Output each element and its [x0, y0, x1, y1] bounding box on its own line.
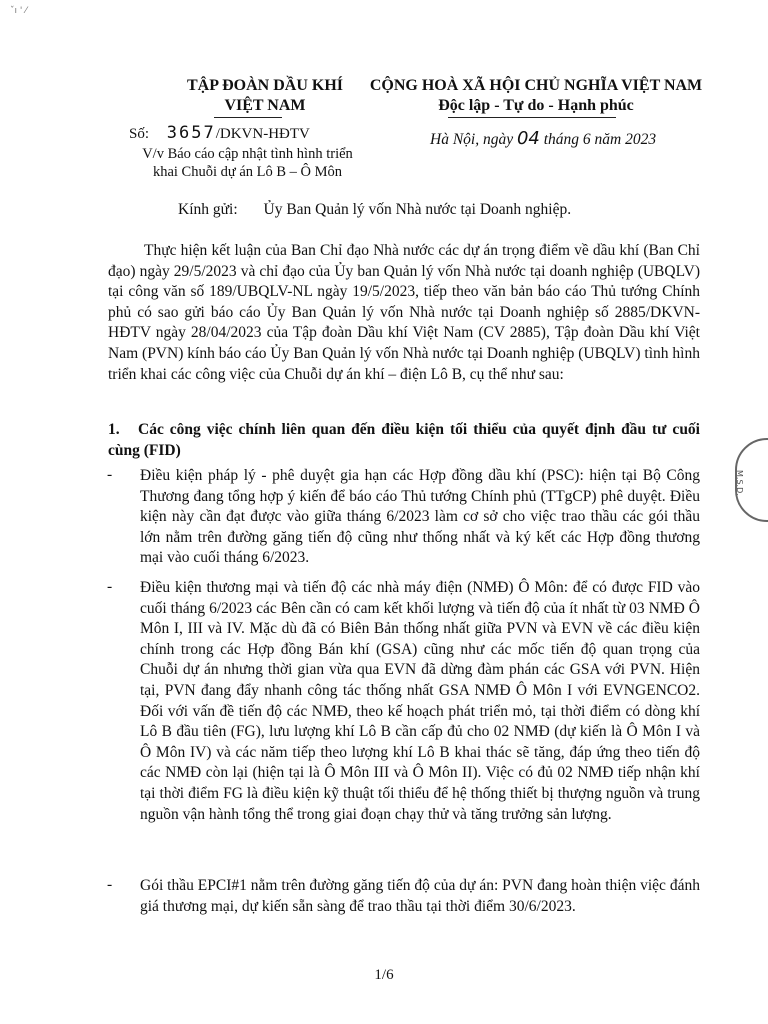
- section-number: 1.: [108, 421, 120, 438]
- bullet-item: Điều kiện pháp lý - phê duyệt gia hạn các Hợp đồng dầu khí (PSC): hiện tại Bộ Công Thương đang tổng hợp ý kiến để báo cáo Thủ tướng Chính phủ (TTgCP) phê duyệt. Điều kiện này cần đạt được vào giữa tháng 6/2023 làm cơ sở cho việc trao thầu các gói thầu lớn nằm trên đường găng tiến độ cũng như thống nhất và ký kết các Hợp đồng thương mại vào cuối tháng 6/2023.: [140, 467, 700, 567]
- scan-corner-marks: ˇı ' ⁄: [10, 6, 27, 16]
- date-line: [430, 128, 656, 149]
- org-name-line2: VIỆT NAM: [224, 97, 306, 114]
- intro-paragraph: Thực hiện kết luận của Ban Chỉ đạo Nhà nước các dự án trọng điểm về dầu khí (Ban Chỉ đạo) ngày 29/5/2023 và chỉ đạo của Ủy ban Quản lý vốn Nhà nước tại doanh nghiệp (UBQLV) tại công văn số 189/UBQLV-NL ngày 19/5/2023, tiếp theo văn bản báo cáo Thủ tướng Chính phủ có sao gửi báo cáo Ủy Ban Quản lý vốn Nhà nước tại Doanh nghiệp số 2885/DKVN-HĐTV ngày 28/04/2023 của Tập đoàn Dầu khí Việt Nam (CV 2885), Tập đoàn Dầu khí Việt Nam (PVN) kính báo cáo Ủy Ban Quản lý vốn Nhà nước tại Doanh nghiệp (UBQLV) tình hình triển khai các công việc của Chuỗi dự án khí – điện Lô B, cụ thể như sau:: [108, 242, 700, 383]
- date-suffix: tháng 6 năm 2023: [543, 131, 657, 148]
- section-title: Các công việc chính liên quan đến điều kiện tối thiểu của quyết định đầu tư cuối cùng (FID): [108, 421, 700, 459]
- section-heading: [108, 420, 700, 461]
- org-underline: [214, 117, 282, 118]
- recipient-label: Kính gửi:: [178, 201, 238, 218]
- date-prefix: Hà Nội, ngày: [430, 131, 514, 148]
- document-number-suffix: /DKVN-HĐTV: [215, 126, 310, 142]
- handwritten-number: 3657: [166, 123, 216, 143]
- recipient-line: [178, 201, 571, 219]
- subject-line1: V/v Báo cáo cập nhật tình hình triển: [142, 146, 353, 162]
- document-number: [129, 123, 310, 143]
- bullet-item: Gói thầu EPCI#1 nằm trên đường găng tiến độ của dự án: PVN đang hoàn thiện việc đánh giá thương mại, dự kiến sẵn sàng để trao thầu tại thời điểm 30/6/2023.: [140, 877, 700, 915]
- bullet-item: Điều kiện thương mại và tiến độ các nhà máy điện (NMĐ) Ô Môn: để có được FID vào cuối tháng 6/2023 các Bên cần có cam kết khối lượng và tiến độ của ít nhất từ 03 NMĐ Ô Môn I, III và IV. Mặc dù đã có Biên Bản thống nhất giữa PVN và EVN về các điều kiện chính trong các Hợp đồng Bán khí (GSA) cũng như các mốc tiến độ quan trọng của Chuỗi dự án nhưng thời gian vừa qua EVN đã dừng đàm phán các GSA với PVN. Hiện tại, PVN đang đẩy nhanh công tác thống nhất GSA NMĐ Ô Môn I với EVNGENCO2. Đối với vấn đề tiến độ các NMĐ, theo kế hoạch phát triển mỏ, tại thời điểm có dòng khí Lô B đầu tiên (FG), lưu lượng khí Lô B cần cấp đủ cho 02 NMĐ (dự kiến là Ô Môn I và Ô Môn IV) và các năm tiếp theo lượng khí Lô B khai thác sẽ tăng, đáp ứng theo tiến độ các NMĐ còn lại (hiện tại là Ô Môn III và Ô Môn II). Việc có đủ 02 NMĐ tiếp nhận khí tại thời điểm FG là điều kiện kỹ thuật tối thiểu để hệ thống thiết bị thượng nguồn và trung nguồn vận hành tổng thể trong giai đoạn chạy thử và tăng trưởng sản lượng.: [140, 579, 700, 823]
- subject-line2: khai Chuỗi dự án Lô B – Ô Môn: [152, 164, 343, 180]
- handwritten-day: 04: [516, 128, 540, 149]
- bullet-dash: -: [107, 466, 113, 483]
- motto: Độc lập - Tự do - Hạnh phúc: [438, 97, 634, 114]
- stamp-seal-text: M.S.D.: [735, 470, 744, 496]
- document-subject: [125, 145, 370, 181]
- document-number-label: Số:: [129, 126, 150, 142]
- page-number: 1/6: [374, 967, 394, 983]
- bullet-dash: -: [107, 876, 113, 893]
- issuing-organization: [170, 76, 360, 116]
- country-name: CỘNG HOÀ XÃ HỘI CHỦ NGHĨA VIỆT NAM: [369, 77, 703, 94]
- motto-underline: [448, 117, 616, 118]
- recipient-name: Ủy Ban Quản lý vốn Nhà nước tại Doanh nghiệp.: [263, 201, 572, 218]
- national-motto: [358, 76, 714, 116]
- org-name-line1: TẬP ĐOÀN DẦU KHÍ: [186, 77, 343, 94]
- bullet-dash: -: [107, 578, 113, 595]
